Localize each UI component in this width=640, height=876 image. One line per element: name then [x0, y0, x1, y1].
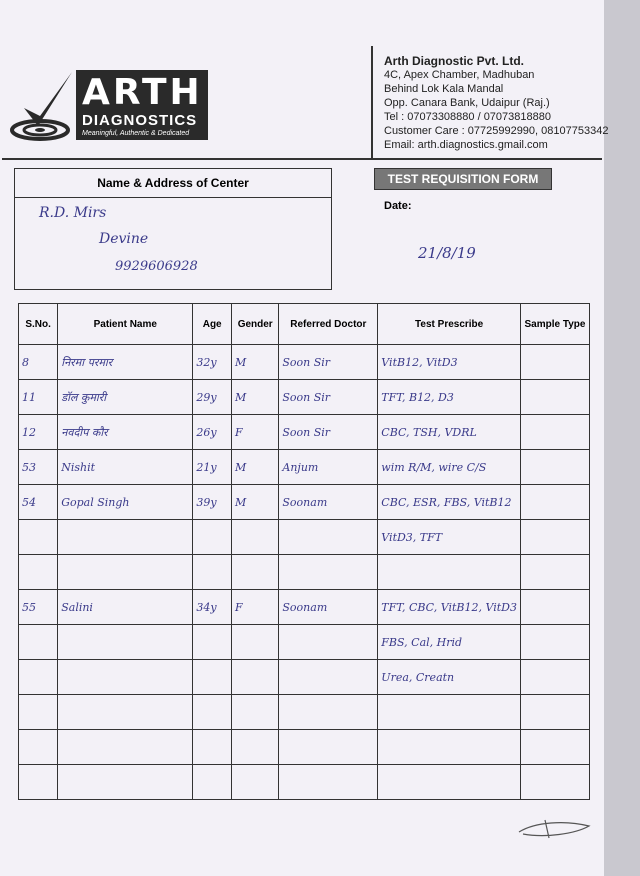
center-location: Devine — [99, 231, 149, 247]
table-header-row — [19, 304, 590, 345]
cell-age — [193, 730, 232, 765]
header-gender: Gender — [232, 304, 279, 345]
header-divider — [371, 46, 373, 158]
cell-referred-doctor: Soon Sir — [279, 415, 378, 450]
cell-gender: F — [232, 590, 279, 625]
cell-patient-name — [58, 625, 193, 660]
table-body — [19, 345, 590, 800]
cell-test-prescribe — [378, 730, 521, 765]
cell-test-prescribe: VitD3, TFT — [378, 520, 521, 555]
table-row — [19, 695, 590, 730]
patient-table — [18, 303, 590, 800]
cell-sno: 53 — [19, 450, 58, 485]
cell-referred-doctor: Soonam — [279, 485, 378, 520]
cell-age — [193, 695, 232, 730]
cell-sno — [19, 660, 58, 695]
header-patient-name: Patient Name — [58, 304, 193, 345]
cell-test-prescribe: TFT, B12, D3 — [378, 380, 521, 415]
cell-gender — [232, 520, 279, 555]
brand-block — [76, 70, 208, 140]
cell-patient-name: डॉल कुमारी — [58, 380, 193, 415]
cell-age — [193, 660, 232, 695]
cell-gender — [232, 660, 279, 695]
brand-name: ARTH — [82, 72, 203, 113]
center-name: R.D. Mirs — [39, 205, 107, 221]
cell-referred-doctor — [279, 520, 378, 555]
cell-patient-name: निरमा परमार — [58, 345, 193, 380]
company-line: 4C, Apex Chamber, Madhuban — [384, 69, 535, 81]
cell-gender — [232, 555, 279, 590]
company-customer-care: Customer Care : 07725992990, 08107753342 — [384, 125, 609, 137]
cell-age: 32y — [193, 345, 232, 380]
cell-sample-type — [520, 520, 589, 555]
cell-referred-doctor — [279, 695, 378, 730]
center-address-box — [14, 168, 332, 290]
cell-gender — [232, 765, 279, 800]
company-name: Arth Diagnostic Pvt. Ltd. — [384, 54, 525, 68]
company-line: Behind Lok Kala Mandal — [384, 83, 504, 95]
cell-sample-type — [520, 415, 589, 450]
cell-sample-type — [520, 660, 589, 695]
brand-subtitle: DIAGNOSTICS — [82, 112, 198, 129]
cell-patient-name — [58, 765, 193, 800]
cell-sno: 12 — [19, 415, 58, 450]
table-row — [19, 415, 590, 450]
brand-tagline: Meaningful, Authentic & Dedicated — [82, 130, 190, 137]
cell-gender: M — [232, 345, 279, 380]
form-title: TEST REQUISITION FORM — [374, 168, 552, 190]
company-phone: Tel : 07073308880 / 07073818880 — [384, 111, 551, 123]
cell-test-prescribe: VitB12, VitD3 — [378, 345, 521, 380]
cell-age — [193, 520, 232, 555]
cell-test-prescribe: FBS, Cal, Hrid — [378, 625, 521, 660]
cell-test-prescribe: CBC, ESR, FBS, VitB12 — [378, 485, 521, 520]
table-row — [19, 765, 590, 800]
cell-patient-name: नवदीप कौर — [58, 415, 193, 450]
cell-test-prescribe: TFT, CBC, VitB12, VitD3 — [378, 590, 521, 625]
table-row — [19, 555, 590, 590]
cell-sno: 11 — [19, 380, 58, 415]
cell-referred-doctor: Soon Sir — [279, 345, 378, 380]
table-row — [19, 345, 590, 380]
cell-test-prescribe — [378, 765, 521, 800]
cell-referred-doctor — [279, 765, 378, 800]
cell-patient-name: Nishit — [58, 450, 193, 485]
signature-mark — [515, 818, 593, 840]
cell-patient-name: Gopal Singh — [58, 485, 193, 520]
cell-gender — [232, 625, 279, 660]
header-age: Age — [193, 304, 232, 345]
table-row — [19, 380, 590, 415]
cell-sno: 54 — [19, 485, 58, 520]
cell-sno: 8 — [19, 345, 58, 380]
table-row — [19, 625, 590, 660]
table-row — [19, 520, 590, 555]
cell-age — [193, 555, 232, 590]
cell-patient-name — [58, 520, 193, 555]
center-phone: 9929606928 — [115, 259, 198, 274]
table-row — [19, 660, 590, 695]
cell-age: 21y — [193, 450, 232, 485]
company-email: Email: arth.diagnostics.gmail.com — [384, 139, 548, 151]
cell-sample-type — [520, 765, 589, 800]
cell-age: 29y — [193, 380, 232, 415]
company-line: Opp. Canara Bank, Udaipur (Raj.) — [384, 97, 550, 109]
cell-patient-name — [58, 730, 193, 765]
header-rule — [2, 158, 602, 160]
cell-patient-name — [58, 695, 193, 730]
cell-referred-doctor: Anjum — [279, 450, 378, 485]
cell-sample-type — [520, 485, 589, 520]
cell-sno — [19, 625, 58, 660]
cell-sample-type — [520, 625, 589, 660]
cell-age — [193, 625, 232, 660]
cell-age: 26y — [193, 415, 232, 450]
cell-gender — [232, 695, 279, 730]
table-row — [19, 450, 590, 485]
cell-referred-doctor — [279, 625, 378, 660]
cell-age: 39y — [193, 485, 232, 520]
date-label: Date: — [384, 200, 412, 212]
cell-sno — [19, 555, 58, 590]
cell-referred-doctor — [279, 660, 378, 695]
cell-age: 34y — [193, 590, 232, 625]
cell-gender: M — [232, 485, 279, 520]
cell-sno — [19, 765, 58, 800]
cell-test-prescribe: wim R/M, wire C/S — [378, 450, 521, 485]
company-address — [384, 54, 608, 152]
date-value: 21/8/19 — [418, 244, 476, 262]
cell-test-prescribe: Urea, Creatn — [378, 660, 521, 695]
cell-sample-type — [520, 590, 589, 625]
cell-gender — [232, 730, 279, 765]
table-row — [19, 485, 590, 520]
cell-age — [193, 765, 232, 800]
cell-gender: F — [232, 415, 279, 450]
table-row — [19, 590, 590, 625]
cell-gender: M — [232, 450, 279, 485]
cell-sample-type — [520, 730, 589, 765]
header-sample-type: Sample Type — [520, 304, 589, 345]
cell-referred-doctor — [279, 730, 378, 765]
scan-edge — [604, 0, 640, 876]
cell-test-prescribe — [378, 555, 521, 590]
cell-gender: M — [232, 380, 279, 415]
table-row — [19, 730, 590, 765]
cell-sno: 55 — [19, 590, 58, 625]
cell-sno — [19, 520, 58, 555]
cell-sample-type — [520, 345, 589, 380]
cell-test-prescribe: CBC, TSH, VDRL — [378, 415, 521, 450]
cell-sample-type — [520, 380, 589, 415]
cell-referred-doctor: Soon Sir — [279, 380, 378, 415]
cell-sno — [19, 695, 58, 730]
cell-sample-type — [520, 450, 589, 485]
header-test-prescribe: Test Prescribe — [378, 304, 521, 345]
cell-test-prescribe — [378, 695, 521, 730]
center-heading: Name & Address of Center — [15, 169, 331, 198]
header-referred-doctor: Referred Doctor — [279, 304, 378, 345]
cell-sample-type — [520, 555, 589, 590]
cell-patient-name — [58, 660, 193, 695]
cell-sample-type — [520, 695, 589, 730]
cell-referred-doctor: Soonam — [279, 590, 378, 625]
cell-referred-doctor — [279, 555, 378, 590]
cell-sno — [19, 730, 58, 765]
header-sno: S.No. — [19, 304, 58, 345]
cell-patient-name: Salini — [58, 590, 193, 625]
cell-patient-name — [58, 555, 193, 590]
